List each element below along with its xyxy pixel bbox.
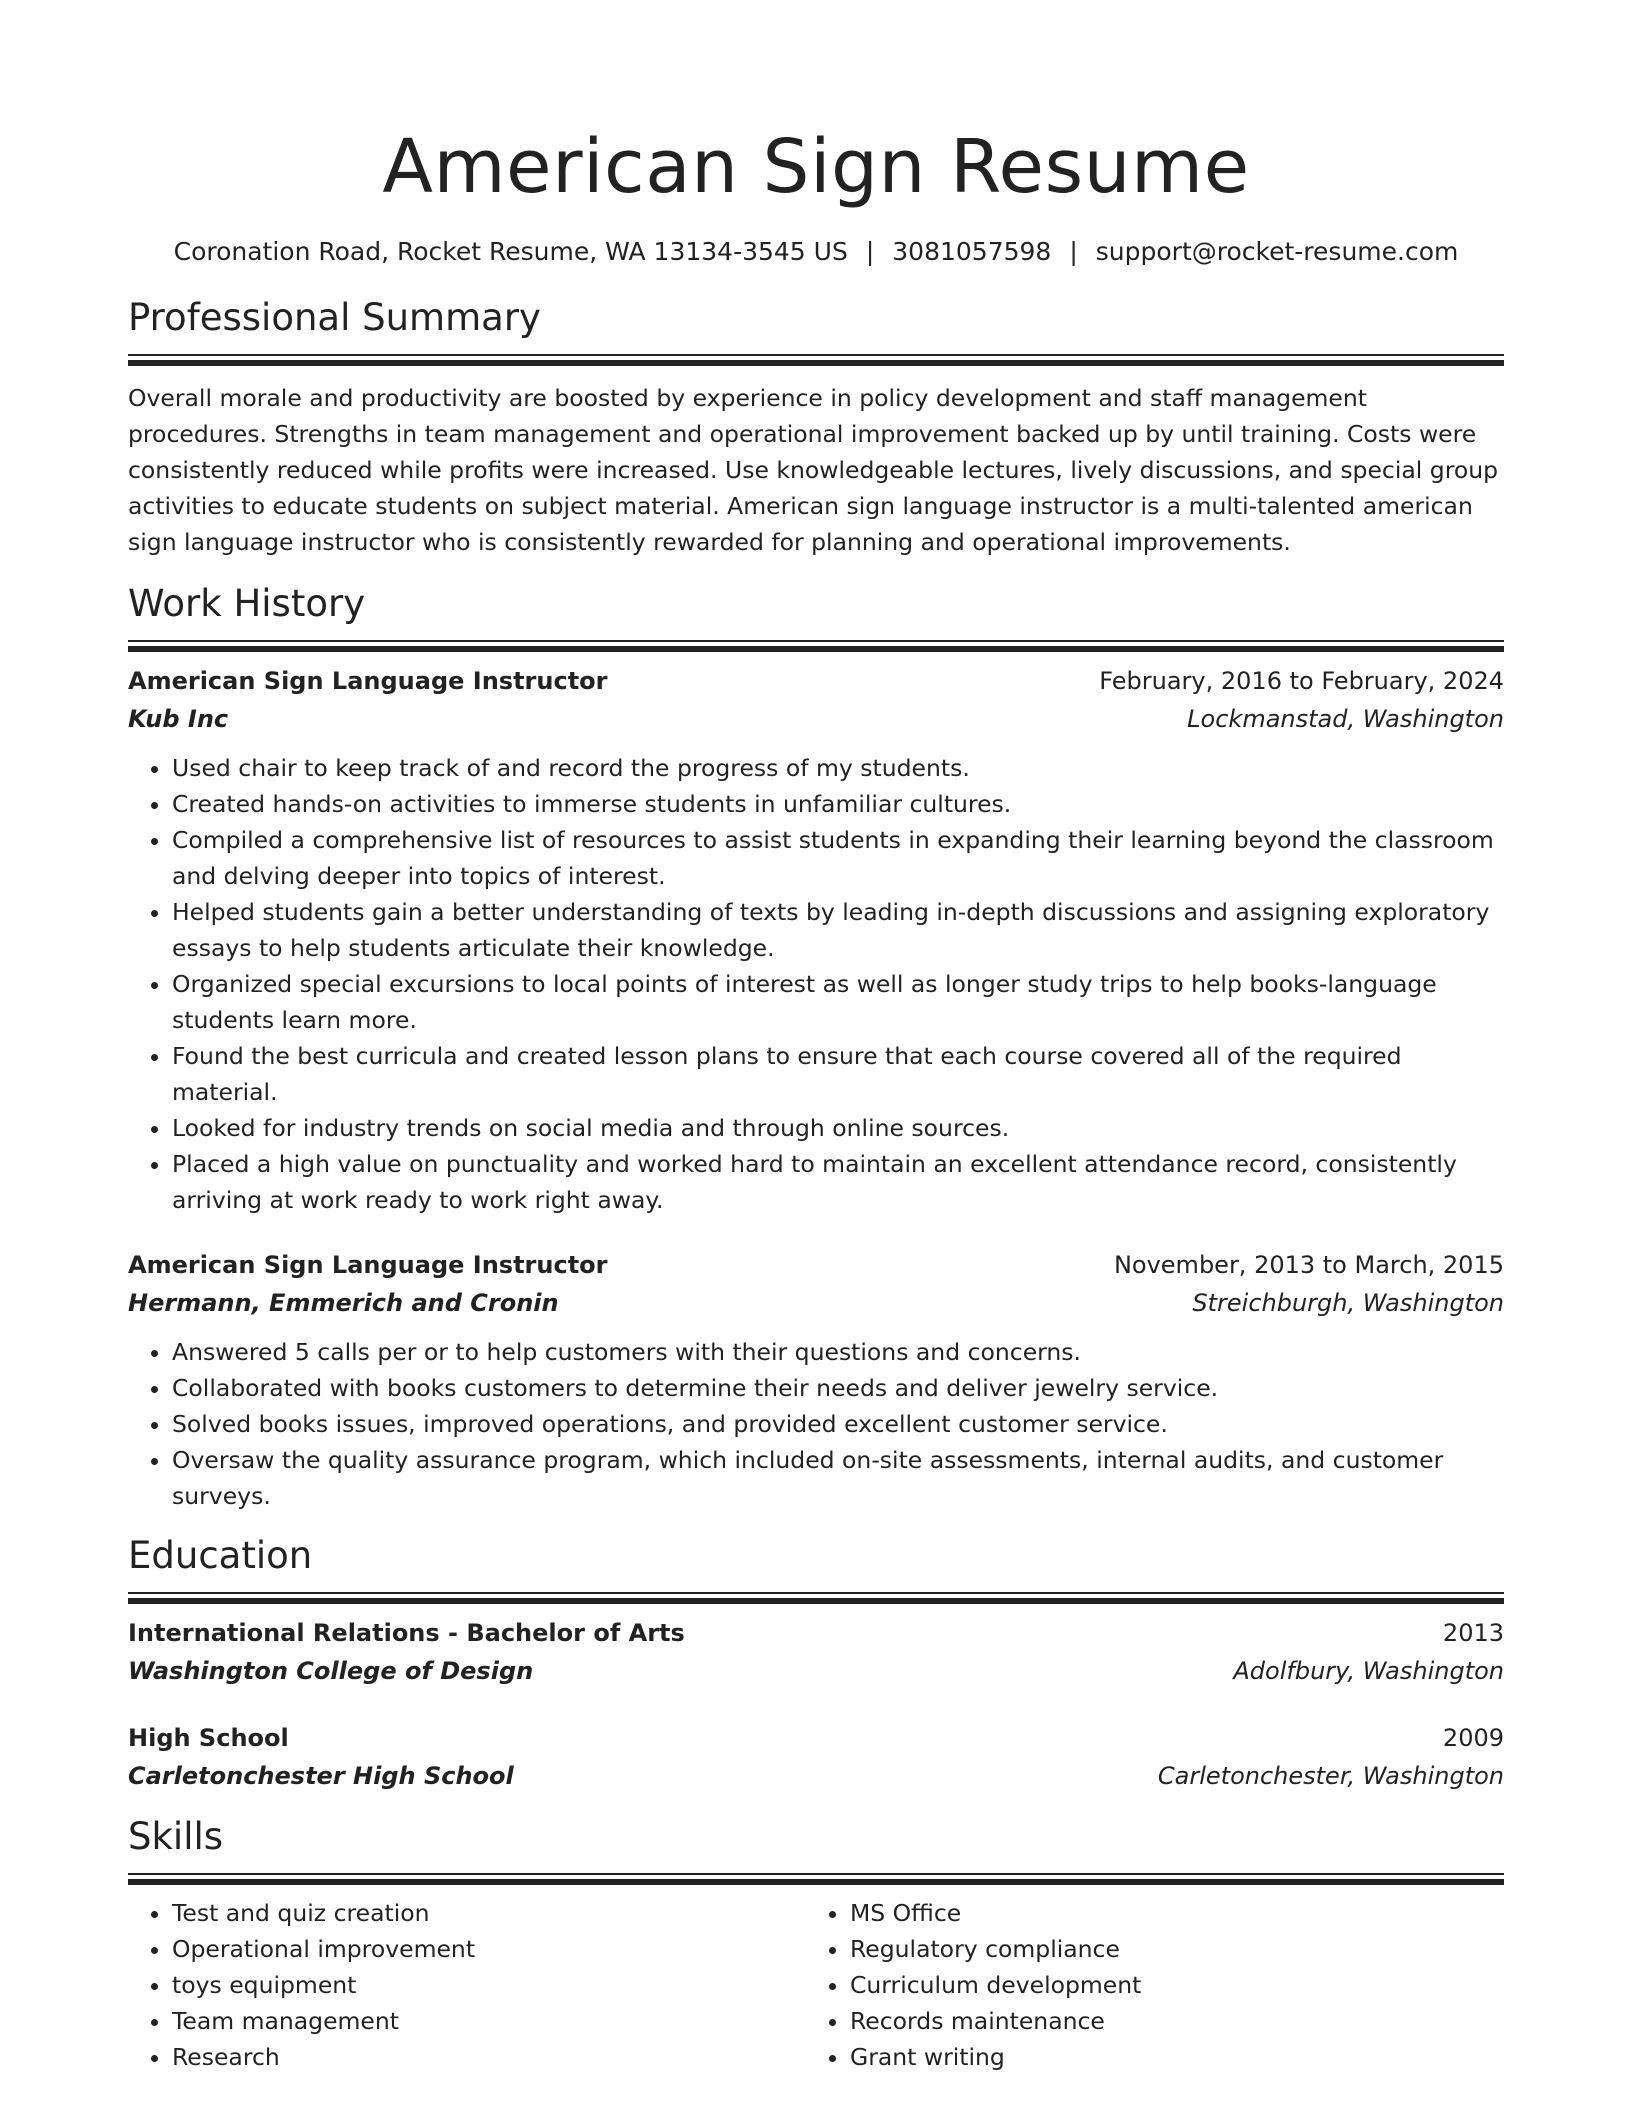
resume-page bbox=[128, 0, 1504, 2075]
section-divider bbox=[128, 1873, 1504, 1885]
job-company: Kub Inc bbox=[128, 705, 229, 733]
summary-section bbox=[128, 294, 1504, 560]
section-title-education: Education bbox=[128, 1534, 313, 1577]
list-item: • Oversaw the quality assurance program, which included on-site assessments, internal audits, and customer surveys. bbox=[172, 1442, 1504, 1514]
list-item: • Compiled a comprehensive list of resources to assist students in expanding their learning beyond the classroom and delving deeper into topics of interest. bbox=[172, 822, 1504, 894]
education-section bbox=[128, 1532, 1504, 1795]
job-bullets bbox=[128, 1334, 1504, 1514]
education-school: Carletonchester High School bbox=[128, 1762, 514, 1790]
section-divider bbox=[128, 640, 1504, 652]
education-degree: International Relations - Bachelor of Arts bbox=[128, 1619, 685, 1647]
education-entry bbox=[128, 1614, 1504, 1690]
job-entry bbox=[128, 662, 1504, 1218]
list-item: • Regulatory compliance bbox=[850, 1931, 1484, 1967]
contact-address: Coronation Road, Rocket Resume, WA 13134-3545 US bbox=[173, 237, 848, 266]
section-title-skills: Skills bbox=[128, 1815, 224, 1858]
skills-list-right bbox=[806, 1895, 1484, 2075]
contact-separator: | bbox=[1069, 237, 1078, 266]
education-year: 2013 bbox=[1442, 1619, 1504, 1647]
contact-email: support@rocket-resume.com bbox=[1095, 237, 1459, 266]
education-header bbox=[128, 1614, 1504, 1652]
list-item: • Test and quiz creation bbox=[172, 1895, 806, 1931]
list-item: • Created hands-on activities to immerse students in unfamiliar cultures. bbox=[172, 786, 1504, 822]
list-item: • Used chair to keep track of and record the progress of my students. bbox=[172, 750, 1504, 786]
job-bullets bbox=[128, 750, 1504, 1218]
section-divider bbox=[128, 354, 1504, 366]
education-location: Carletonchester, Washington bbox=[1157, 1762, 1504, 1790]
list-item: • Answered 5 calls per or to help customers with their questions and concerns. bbox=[172, 1334, 1504, 1370]
work-history-section bbox=[128, 580, 1504, 1514]
job-dates: February, 2016 to February, 2024 bbox=[1099, 667, 1504, 695]
job-subheader bbox=[128, 1284, 1504, 1322]
list-item: • Curriculum development bbox=[850, 1967, 1484, 2003]
section-title-summary: Professional Summary bbox=[128, 296, 541, 339]
education-year: 2009 bbox=[1442, 1724, 1504, 1752]
list-item: • Helped students gain a better understanding of texts by leading in-depth discussions and assigning exploratory essays to help students articulate their knowledge. bbox=[172, 894, 1504, 966]
job-location: Streichburgh, Washington bbox=[1192, 1289, 1504, 1317]
education-subheader bbox=[128, 1652, 1504, 1690]
job-entry bbox=[128, 1246, 1504, 1514]
resume-name: American Sign Resume bbox=[382, 124, 1250, 210]
list-item: • Solved books issues, improved operations, and provided excellent customer service. bbox=[172, 1406, 1504, 1442]
job-location: Lockmanstad, Washington bbox=[1187, 705, 1504, 733]
education-degree: High School bbox=[128, 1724, 289, 1752]
list-item: • Collaborated with books customers to determine their needs and deliver jewelry service. bbox=[172, 1370, 1504, 1406]
contact-line bbox=[128, 236, 1504, 268]
contact-separator: | bbox=[865, 237, 875, 266]
job-company: Hermann, Emmerich and Cronin bbox=[128, 1289, 559, 1317]
list-item: • toys equipment bbox=[172, 1967, 806, 2003]
summary-text: Overall morale and productivity are boosted by experience in policy development and staff management procedures. Strengths in team management and operational improvement backed up by until training. Costs were consistently reduced while profits were increased. Use knowledgeable lectures, lively discussions, and special group activities to educate students on subject material. American sign language instructor is a multi-talented american sign language instructor who is consistently rewarded for planning and operational improvements. bbox=[128, 384, 1499, 556]
list-item: • Research bbox=[172, 2039, 806, 2075]
job-subheader bbox=[128, 700, 1504, 738]
job-header bbox=[128, 1246, 1504, 1284]
job-header bbox=[128, 662, 1504, 700]
list-item: • Records maintenance bbox=[850, 2003, 1484, 2039]
education-header bbox=[128, 1719, 1504, 1757]
job-title: American Sign Language Instructor bbox=[128, 1251, 608, 1279]
list-item: • Placed a high value on punctuality and worked hard to maintain an excellent attendance record, consistently arriving at work ready to work right away. bbox=[172, 1146, 1504, 1218]
education-school: Washington College of Design bbox=[128, 1657, 534, 1685]
education-subheader bbox=[128, 1757, 1504, 1795]
education-entry bbox=[128, 1719, 1504, 1795]
job-dates: November, 2013 to March, 2015 bbox=[1113, 1251, 1504, 1279]
list-item: • Operational improvement bbox=[172, 1931, 806, 1967]
skills-section bbox=[128, 1813, 1504, 2075]
list-item: • Team management bbox=[172, 2003, 806, 2039]
section-divider bbox=[128, 1592, 1504, 1604]
contact-phone: 3081057598 bbox=[892, 237, 1052, 266]
education-location: Adolfbury, Washington bbox=[1233, 1657, 1504, 1685]
list-item: • MS Office bbox=[850, 1895, 1484, 1931]
list-item: • Organized special excursions to local points of interest as well as longer study trips to help books-language students learn more. bbox=[172, 966, 1504, 1038]
skills-columns bbox=[128, 1895, 1504, 2075]
skills-list-left bbox=[128, 1895, 806, 2075]
section-title-work-history: Work History bbox=[128, 582, 366, 625]
list-item: • Found the best curricula and created lesson plans to ensure that each course covered all of the required material. bbox=[172, 1038, 1504, 1110]
job-title: American Sign Language Instructor bbox=[128, 667, 608, 695]
list-item: • Grant writing bbox=[850, 2039, 1484, 2075]
list-item: • Looked for industry trends on social media and through online sources. bbox=[172, 1110, 1504, 1146]
